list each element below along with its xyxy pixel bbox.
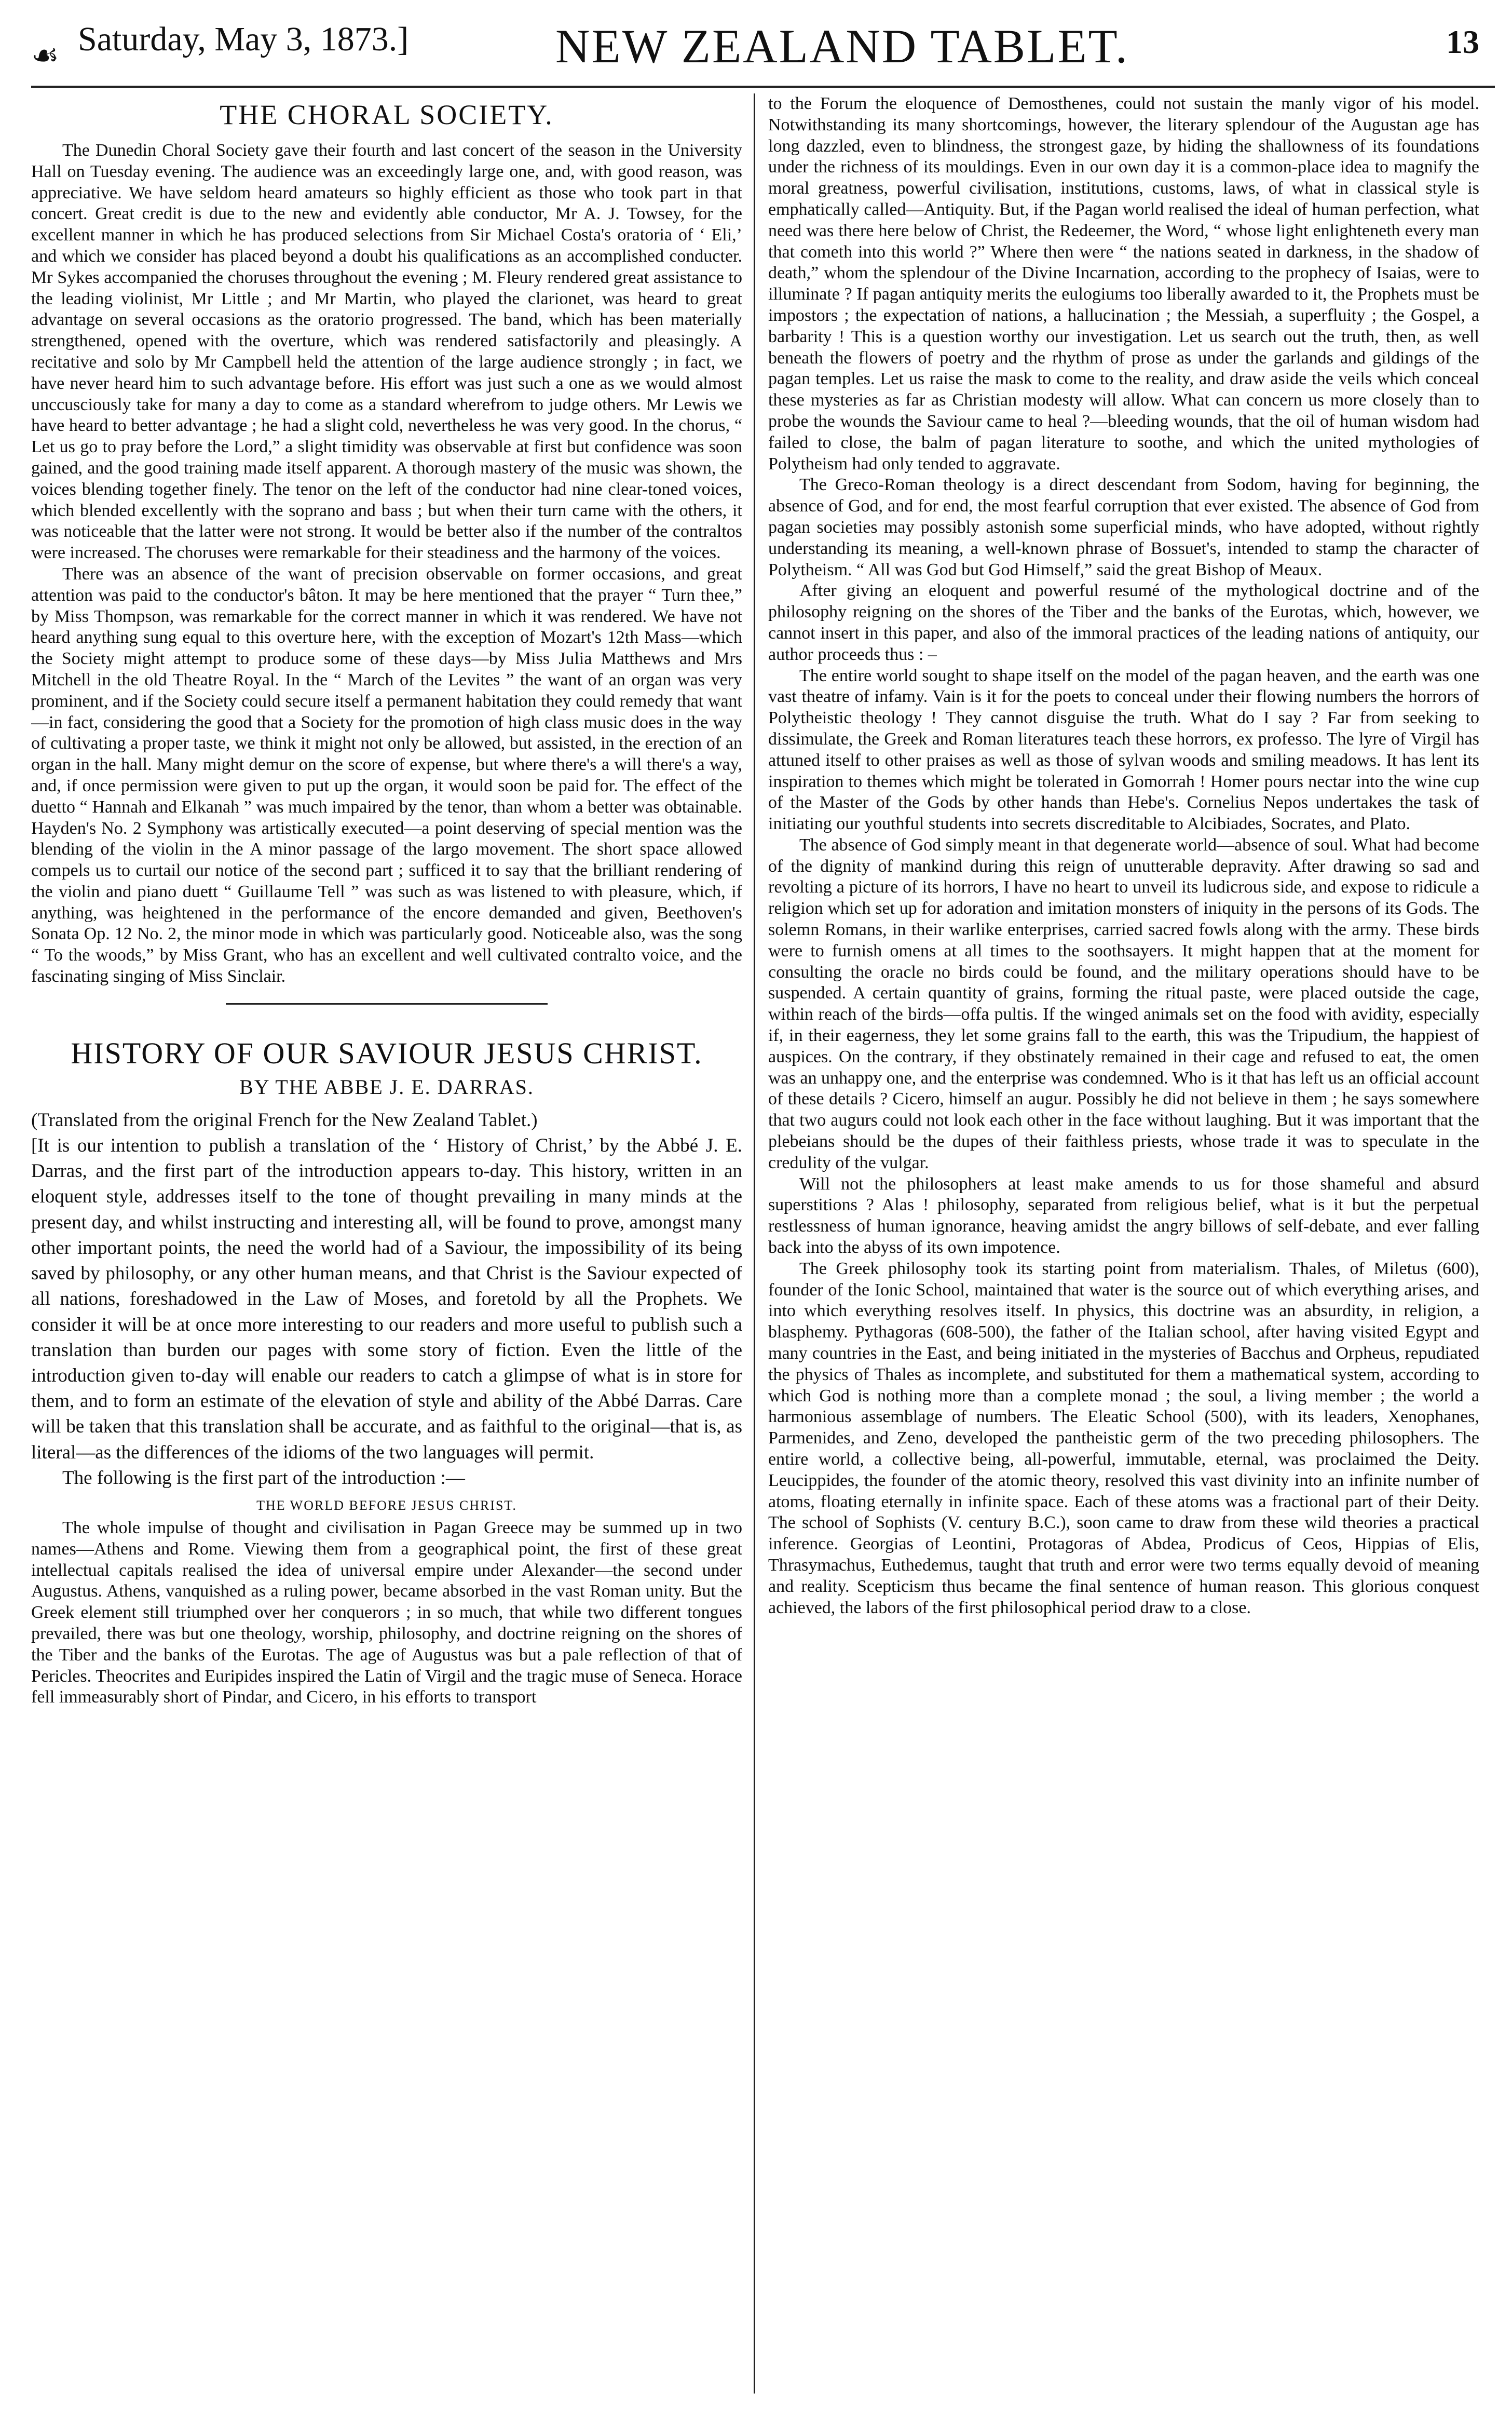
page-number: 13 [1446,23,1479,60]
paper-title: NEW ZEALAND TABLET. [555,20,1129,73]
history-paragraph: The whole impulse of thought and civilisation in Pagan Greece may be summed up in two names—Athens and Rome. Viewing them from a geographical point, the first of these great intellectual capitals realised the idea of universal empire under Alexander—the second under Augustus. Athens, vanquished as a ruling power, became absorbed in the vast Roman unity. But the Greek element still triumphed over her conquerors ; in so much, that while two different tongues prevailed, there was but one theology, worship, philosophy, and doctrine reigning on the shores of the Tiber and the banks of the Eurotas. The age of Augustus was but a pale reflection of that of Pericles. Theocrites and Euripides inspired the Latin of Virgil and the tragic muse of Seneca. Horace fell immeasurably short of Pindar, and Cicero, in his efforts to transport [31,1518,742,1707]
column-rule [754,93,755,2394]
left-column [31,93,742,2399]
history-paragraph: to the Forum the eloquence of Demosthenes, could not sustain the manly vigor of his model. Notwithstanding its many shortcomings, however, the literary splendour of the Augustan age has long dazzled, even to blindness, the strongest gaze, by hiding the shallowness of its foundations under the richness of its mouldings. Even in our own day it is a common-place idea to magnify the moral greatness, powerful civilisation, institutions, customs, laws, of what in classical style is emphatically called—Antiquity. But, if the Pagan world realised the ideal of human perfection, what need was there here below of Christ, the Redeemer, the Word, “ whose light enlighteneth every man that cometh into this world ?” Where then were “ the nations seated in darkness, in the shadow of death,” whom the splendour of the Divine Incarnation, according to the prophecy of Isaias, were to illuminate ? If pagan antiquity merits the eulogiums too liberally awarded to it, the Prophets must be impostors ; the expectation of nations, a hallucination ; the Messiah, a superfluity ; the Gospel, a barbarity ! This is a question worthy our investigation. Let us search out the truth, then, as well beneath the flowers of poetry and the rhythm of prose as under the garlands and gildings of the pagan temples. Let us raise the mask to come to the reality, and draw aside the veils which conceal these mysteries as far as Christian modesty will allow. What can concern us more closely than to probe the wounds the Saviour came to heal ?—bleeding wounds, that the oil of human wisdom had failed to close, the balm of pagan literature to soothe, and which the united mythologies of Polytheism had only tended to aggravate. [768,94,1479,474]
choral-society-heading: THE CHORAL SOCIETY. [220,99,554,130]
masthead [31,0,1484,78]
history-paragraph: The Greek philosophy took its starting point from materialism. Thales, of Miletus (600), founder of the Ionic School, maintained that water is the source out of which everything arises, and into which everything resolves itself. In physics, this doctrine was an absurdity, in religion, a blasphemy. Pythagoras (608-500), the father of the Italian school, after having visited Egypt and many countries in the East, and being initiated in the mysteries of Bacchus and Orpheus, repudiated the physics of Thales as incomplete, and substituted for them a mathematical system, according to which God is nothing more than a complete monad ; the soul, a living member ; the world a harmonious assemblage of numbers. The Eleatic School (500), with its leaders, Xenophanes, Parmenides, and Zeno, developed the pantheistic germ of the two preceding philosophers. The entire world, a collective being, all-powerful, immutable, eternal, was proclaimed the Deity. Leucippides, the founder of the atomic theory, resolved this vast divinity into an infinite number of atoms, floating eternally in infinite space. Each of these atoms was a fractional part of their Deity. The school of Sophists (V. century B.C.), soon came to draw from these wild theories a practical inference. Georgias of Leontini, Protagoras of Abdea, Prodicus of Ceos, Hippias of Elis, Thrasymachus, Euthedemus, taught that truth and error were two terms equally devoid of meaning and reality. Scepticism thus became the final sentence of human reason. This glorious conquest achieved, the labors of the first philosophical period draw to a close. [768,1259,1479,1617]
history-paragraph: The Greco-Roman theology is a direct descendant from Sodom, having for beginning, the absence of God, and for end, the most fearful corruption that ever existed. The absence of God from pagan societies may possibly astonish some superficial minds, who have adopted, without rightly understanding its meaning, a well-known phrase of Bossuet's, intended to stamp the character of Polytheism. “ All was God but God Himself,” said the great Bishop of Meaux. [768,475,1479,579]
masthead-rule [31,86,1495,88]
issue-date: Saturday, May 3, 1873.] [78,20,409,58]
history-byline: BY THE ABBE J. E. DARRAS. [239,1075,534,1099]
history-paragraph: The absence of God simply meant in that degenerate world—absence of soul. What had become of the dignity of mankind during this reign of unutterable depravity. After drawing so sad and revolting a picture of its horrors, I have no heart to unveil its ludicrous side, and expose to ridicule a religion which set up for adoration and imitation monsters of iniquity in the persons of its Gods. The solemn Romans, in their warlike enterprises, carried sacred fowls along with the army. These birds were to furnish omens at all times to the soothsayers. It might happen that at the moment for consulting the oracle no birds could be found, and the military operations should have to be suspended. A certain quantity of grains, forming the ritual paste, were placed outside the cage, within reach of the birds—offa pultis. If the winged animals set on the food with avidity, especially if, in their eagerness, they let some grains fall to the earth, this was the Tripudium, the happiest of auspices. On the contrary, if they obstinately remained in their cage and refused to eat, the omen was an unhappy one, and the enterprise was condemned. Who is it that has left us an official account of these details ? Cicero, himself an augur. Possibly he did not believe in them ; he says somewhere that two augurs could not look each other in the face without laughing. But it was important that the plebeians should be the dupes of their faithless priests, whose trade it was to speculate in the credulity of the vulgar. [768,835,1479,1172]
right-column [768,93,1479,2399]
history-paragraph: After giving an eloquent and powerful resumé of the mythological doctrine and of the philosophy reigning on the shores of the Tiber and the banks of the Eurotas, which, however, we cannot insert in this paper, and also of the immoral practices of the leading nations of antiquity, our author proceeds thus : – [768,581,1479,664]
section-divider [226,1003,548,1005]
history-intro-paragraph: The following is the first part of the introduction :— [62,1467,465,1489]
world-before-subheading: THE WORLD BEFORE JESUS CHRIST. [256,1497,517,1513]
history-paragraph: The entire world sought to shape itself on the model of the pagan heaven, and the earth was one vast theatre of infamy. Vain is it for the poets to conceal under their flowing numbers the horrors of Polytheistic theology ! They cannot disguise the truth. What do I say ? Far from seeking to dissimulate, the Greek and Roman literatures teach these horrors, ex professo. The lyre of Virgil has attuned itself to other praises as well as those of sylvan woods and smiling meadows. It has lent its inspiration to themes which might be tolerated in Gomorrah ! Homer pours nectar into the wine cup of the Master of the Gods by other hands than Hebe's. Cornelius Nepos undertakes the task of initiating our youthful students into secrets discreditable to Alcibiades, Socrates, and Plato. [768,666,1479,834]
choral-paragraph: There was an absence of the want of precision observable on former occasions, and great attention was paid to the conductor's bâton. It may be here mentioned that the prayer “ Turn thee,” by Miss Thompson, was remarkable for the correct manner in which it was rendered. We have not heard anything sung equal to this overture here, with the exception of Mozart's 12th Mass—which the Society might attempt to produce some of these days—by Miss Julia Matthews and Mrs Mitchell in the old Theatre Royal. In the “ March of the Levites ” the want of an organ was very prominent, and if the Society could secure itself a permanent habitation they could remedy that want—in fact, considering the good that a Society for the promotion of high class music does in the way of cultivating a proper taste, we think it might not only be allowed, but assisted, in the erection of an organ in the hall. Many might demur on the score of expense, but where there's a will there's a way, and, if once permission were given to put up the organ, it would soon be paid for. The effect of the duetto “ Hannah and Elkanah ” was much impaired by the tenor, than whom a better was obtainable. Hayden's No. 2 Symphony was artistically executed—a point deserving of special mention was the blending of the violin in the A minor passage of the largo movement. The short space allowed compels us to curtail our notice of the second part ; sufficed it to say that the brilliant rendering of the violin and piano duett “ Guillaume Tell ” was such as was listened to with pleasure, which, if anything, was heightened in the performance of the encore demanded and given, Beethoven's Sonata Op. 12 No. 2, the minor mode in which was particularly good. Noticeable also, was the song “ To the woods,” by Miss Grant, who has an excellent and well cultivated contralto voice, and the fascinating singing of Miss Sinclair. [31,564,742,986]
history-heading: HISTORY OF OUR SAVIOUR JESUS CHRIST. [71,1036,703,1070]
history-intro-paragraph: [It is our intention to publish a translation of the ‘ History of Christ,’ by the Abbé J. E. Darras, and the first part of the introduction appears to-day. This history, written in an eloquent style, addresses itself to the tone of thought prevailing in many minds at the present day, and whilst instructing and interesting all, will be found to prove, amongst many other important points, the need the world had of a Saviour, the impossibility of its being saved by philosophy, or any other human means, and that Christ is the Saviour expected of all nations, foreshadowed in the Law of Moses, and foretold by all the Prophets. We consider it will be at once more interesting to our readers and more useful to publish such a translation than burden our pages with some story of fiction. Even the little of the introduction given to-day will enable our readers to catch a glimpse of what is in store for them, and to form an estimate of the elevation of style and ability of the Abbé Darras. Care will be taken that this translation shall be accurate, and as faithful to the original—that is, as literal—as the differences of the idioms of the two languages will permit. [31,1135,742,1463]
ornament-icon: ☙ [31,38,59,73]
history-paragraph: Will not the philosophers at least make amends to us for those shameful and absurd superstitions ? Alas ! philosophy, separated from religious belief, what is it but the perpetual restlessness of human ignorance, heaving amidst the angry billows of self-debate, and ever falling back into the abyss of its own impotence. [768,1174,1479,1258]
choral-paragraph: The Dunedin Choral Society gave their fourth and last concert of the season in the University Hall on Tuesday evening. The audience was an exceedingly large one, and, with good reason, was appreciative. We have seldom heard amateurs so highly efficient as those who took part in that concert. Great credit is due to the new and evidently able conductor, Mr A. J. Towsey, for the excellent manner in which he has produced selections from Sir Michael Costa's oratoria of ‘ Eli,’ and which we consider has placed beyond a doubt his qualifications as an accomplished conducter. Mr Sykes accompanied the choruses throughout the evening ; M. Fleury rendered great assistance to the leading violinist, Mr Little ; and Mr Martin, who played the clarionet, was heard to great advantage on several occasions as the oratorio progressed. The band, which has been materially strengthened, opened with the overture, which was rendered satisfactorily and pleasingly. A recitative and solo by Mr Campbell held the attention of the large audience strongly ; in fact, we have never heard him to such advantage before. His effort was just such a one as we would almost unccusciously take for many a day to come as a standard wherefrom to judge others. Mr Lewis we have heard to better advantage ; he had a slight cold, nevertheless he was very good. In the chorus, “ Let us go to pray before the Lord,” a slight timidity was observable at first but confidence was soon gained, and the good training made itself apparent. A thorough mastery of the music was shown, the voices blending together finely. The tenor on the left of the conductor had nine clear-toned voices, which blended excellently with the soprano and bass ; but when their turn came with the others, it was noticeable that the latter were not strong. It would be better also if the number of the contraltos were increased. The choruses were remarkable for their steadiness and the harmony of the voices. [31,141,742,563]
translated-note: (Translated from the original French for the New Zealand Tablet.) [31,1109,538,1131]
